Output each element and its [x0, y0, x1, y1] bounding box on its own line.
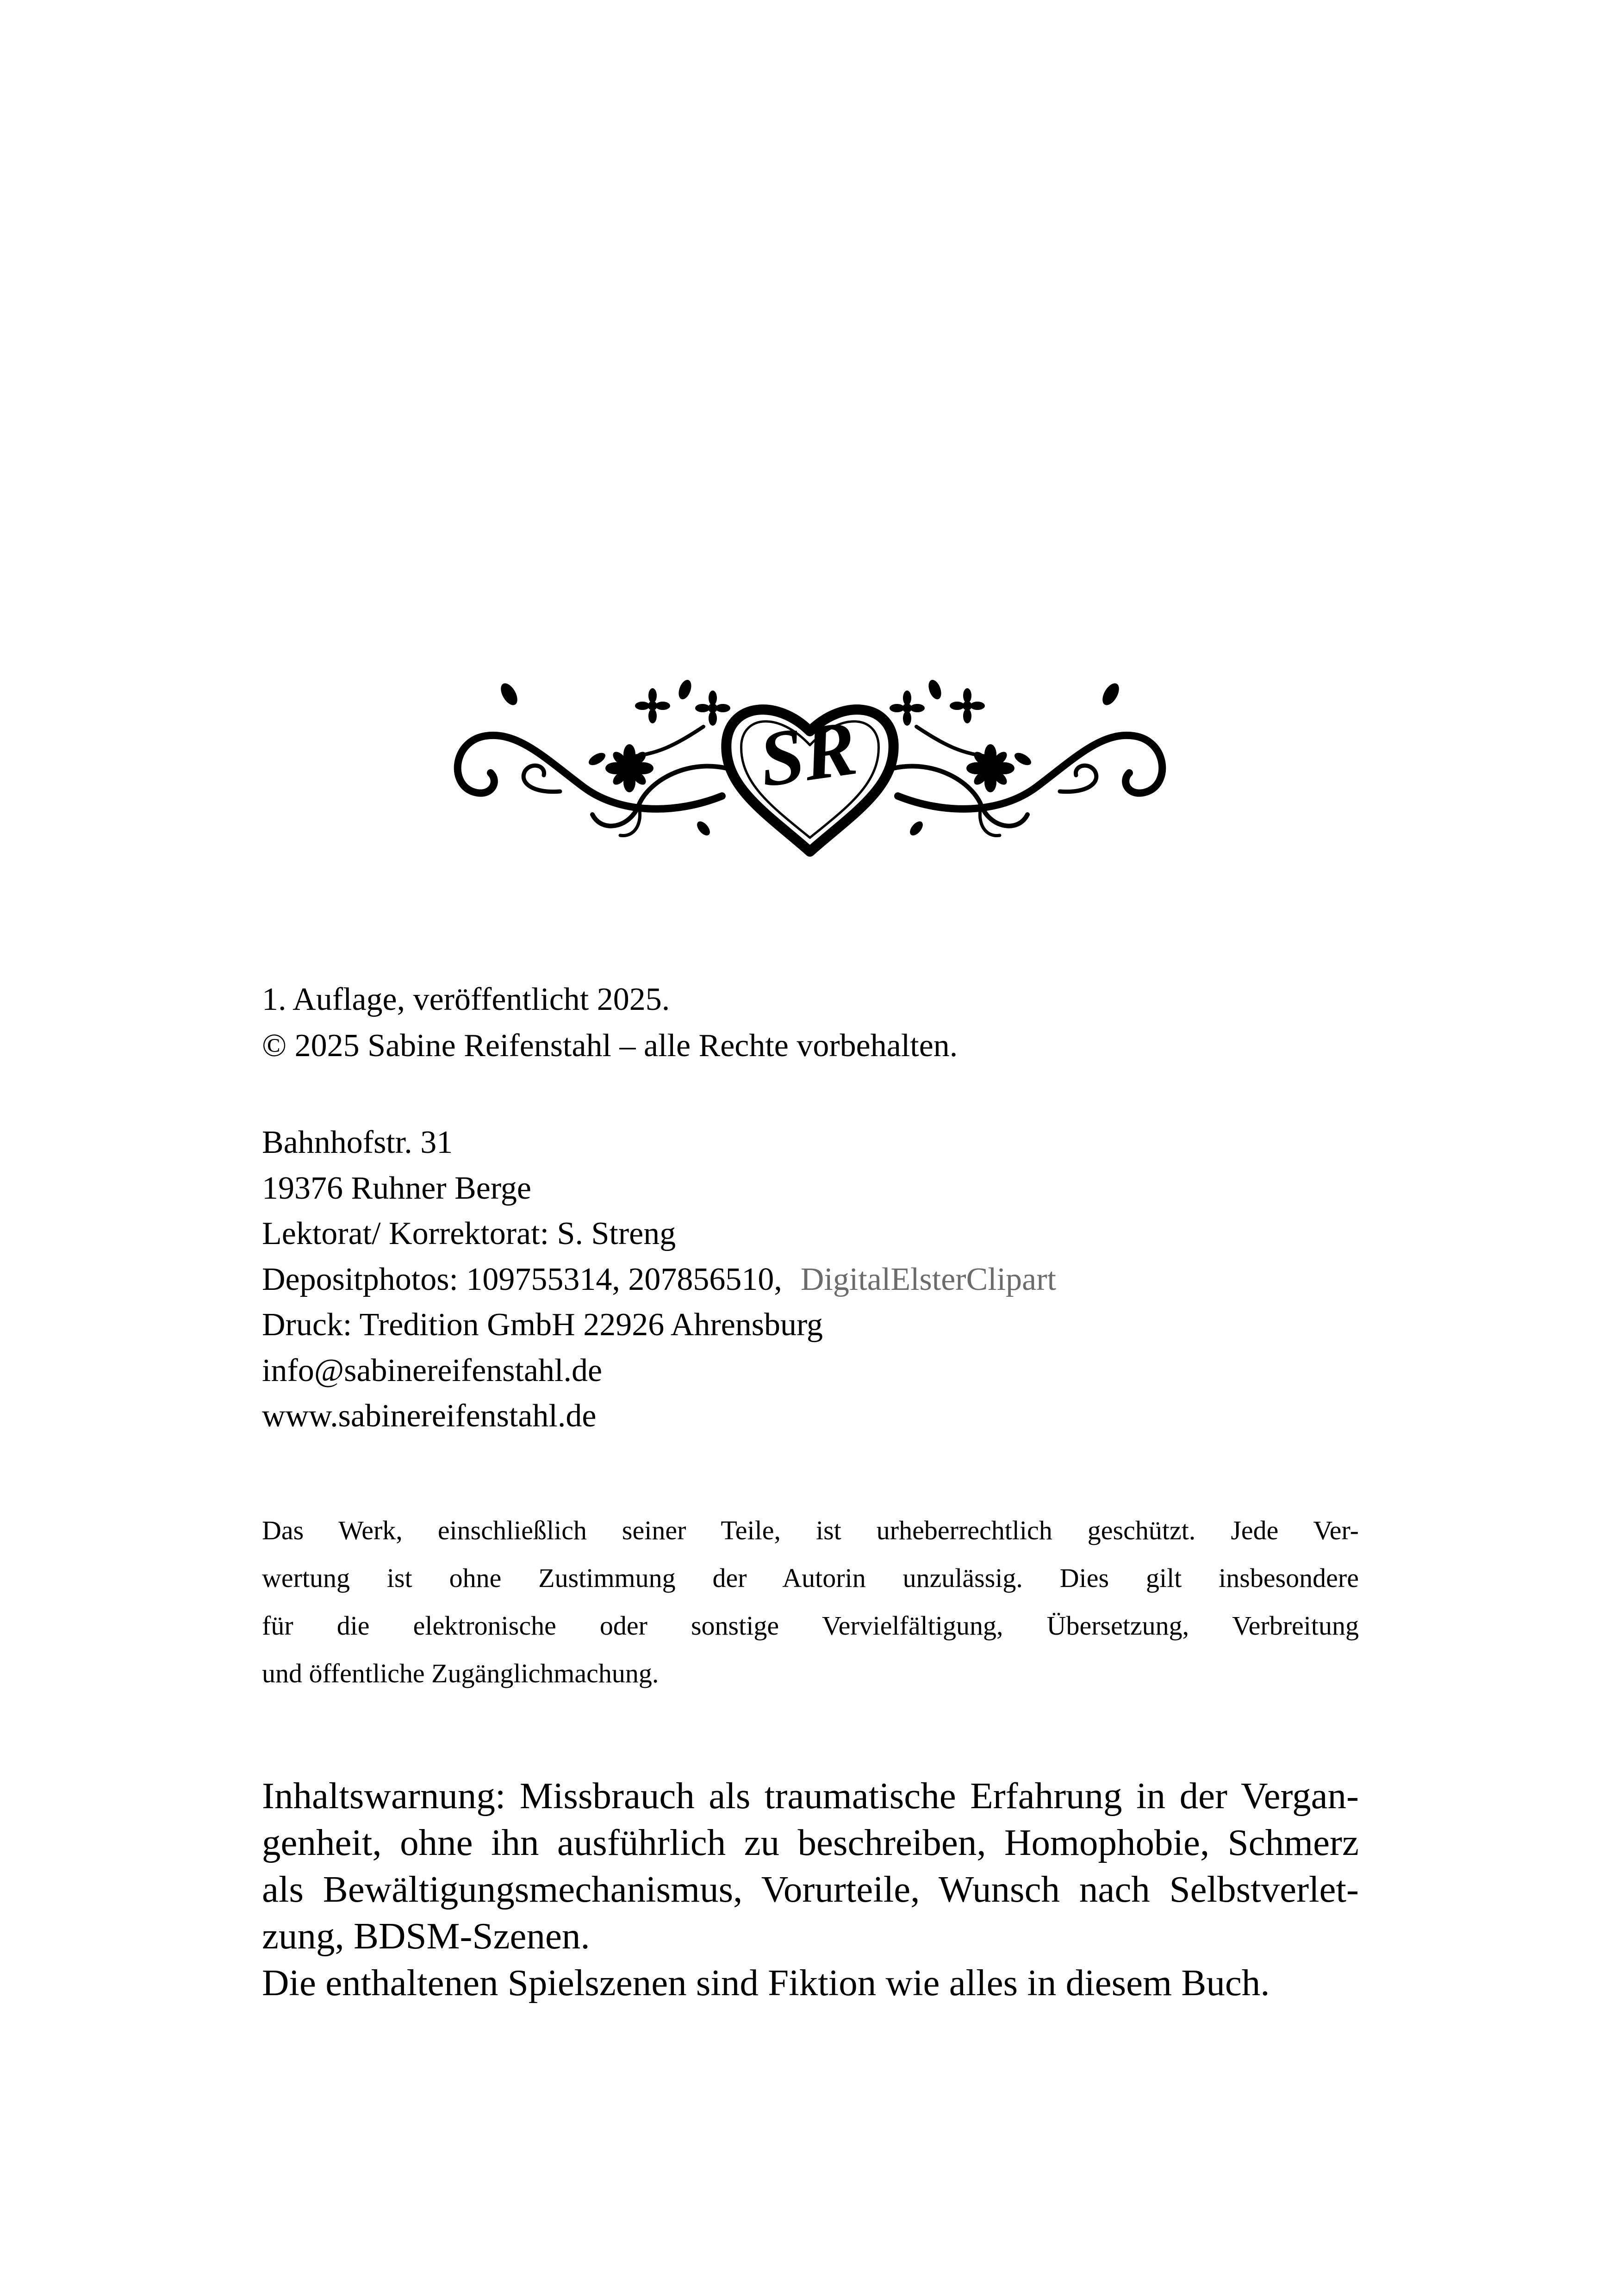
monogram-text: SR — [754, 703, 862, 803]
photo-credit — [262, 1257, 1359, 1303]
warning-line: Inhaltswarnung: Missbrauch als traumatische Erfahrung in der Vergan- — [262, 1775, 1359, 1817]
notice-line: Das Werk, einschließlich seiner Teile, ist urheberrechtlich geschützt. Jede Ver- — [262, 1515, 1359, 1545]
fiction-note: Die enthaltenen Spielszenen sind Fiktion wie alles in diesem Buch. — [262, 1962, 1270, 2004]
print-credit: Druck: Tredition GmbH 22926 Ahrensburg — [262, 1307, 823, 1343]
photo-credit-name: DigitalElsterClipart — [800, 1261, 1057, 1297]
warning-line: zung, BDSM-Szenen. — [262, 1915, 590, 1957]
editing-credit: Lektorat/ Korrektorat: S. Streng — [262, 1216, 676, 1251]
warning-line: als Bewältigungsmechanismus, Vorurteile, Wunsch nach Selbstverlet- — [262, 1868, 1359, 1910]
copyright-line: © 2025 Sabine Reifenstahl – alle Rechte vorbehalten. — [262, 1028, 958, 1064]
warning-line: genheit, ohne ihn ausführlich zu beschreiben, Homophobie, Schmerz — [262, 1822, 1359, 1863]
email: info@sabinereifenstahl.de — [262, 1352, 603, 1388]
notice-line: und öffentliche Zugänglichmachung. — [262, 1658, 659, 1688]
website: www.sabinereifenstahl.de — [262, 1398, 597, 1434]
city: 19376 Ruhner Berge — [262, 1170, 531, 1206]
address-block — [262, 1120, 1359, 1439]
edition-info — [262, 977, 1359, 1069]
photo-ids: Depositphotos: 109755314, 207856510, — [262, 1261, 782, 1297]
notice-line: für die elektronische oder sonstige Vervielfältigung, Übersetzung, Verbreitung — [262, 1611, 1359, 1641]
heart-flourish-monogram-icon — [444, 676, 1176, 861]
notice-line: wertung ist ohne Zustimmung der Autorin unzulässig. Dies gilt insbesondere — [262, 1563, 1359, 1593]
content-warning — [262, 1773, 1359, 2006]
copyright-notice — [262, 1506, 1359, 1697]
street: Bahnhofstr. 31 — [262, 1125, 453, 1160]
edition-line: 1. Auflage, veröffentlicht 2025. — [262, 982, 670, 1017]
